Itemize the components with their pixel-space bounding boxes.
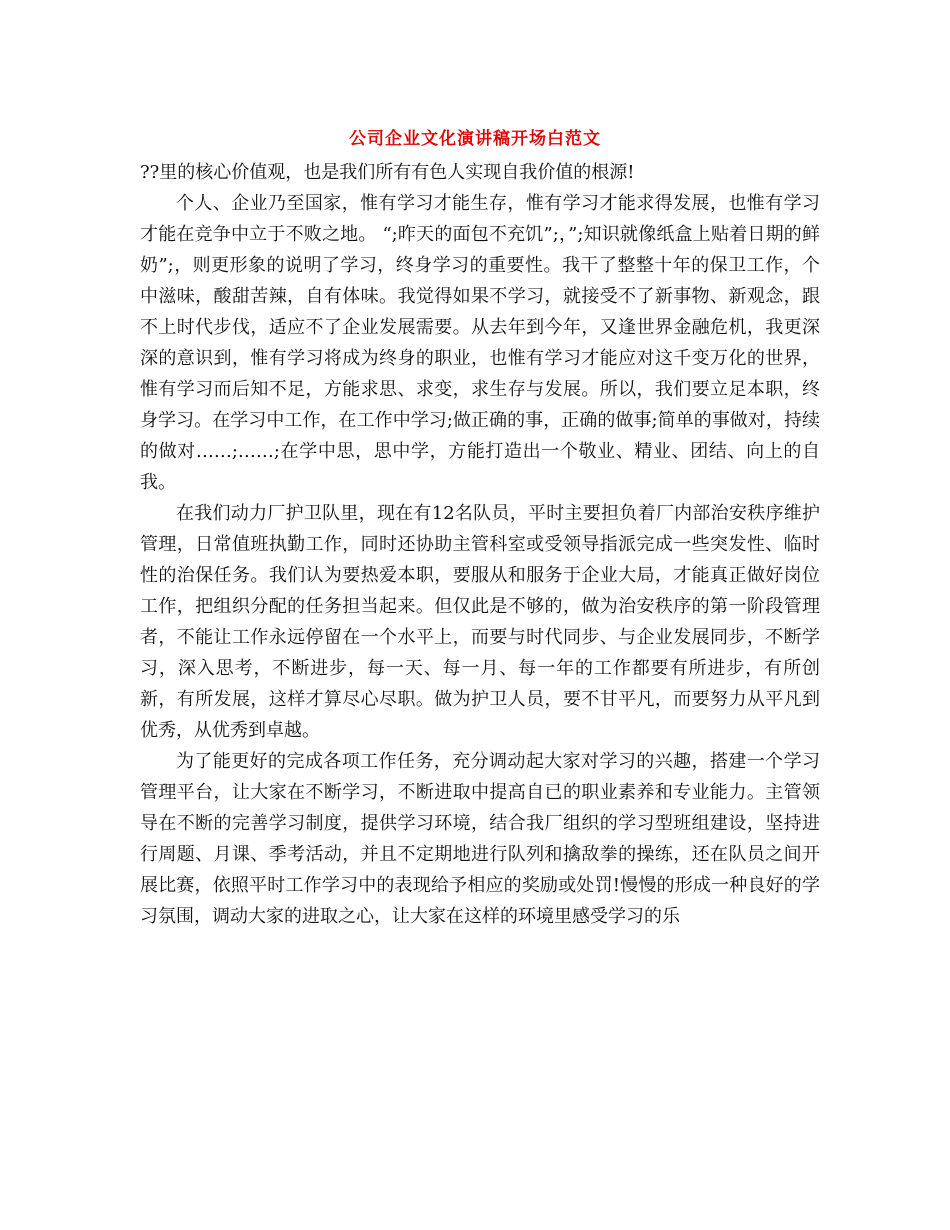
document-body [140,157,820,932]
paragraph-1: ??里的核心价值观，也是我们所有有色人实现自我价值的根源! [140,162,635,183]
paragraph-3: 在我们动力厂护卫队里，现在有12名队员，平时主要担负着厂内部治安秩序维护管理，日常值班执勤工作，同时还协助主管科室或受领导指派完成一些突发性、临时性的治保任务。我们认为要热爱本职，要服从和服务于企业大局，才能真正做好岗位工作，把组织分配的任务担当起来。但仅此是不够的，做为治安秩序的第一阶段管理者，不能让工作永远停留在一个水平上，而要与时代同步、与企业发展同步，不断学习，深入思考，不断进步，每一天、每一月、每一年的工作都要有所进步，有所创新，有所发展，这样才算尽心尽职。做为护卫人员，要不甘平凡，而要努力从平凡到优秀，从优秀到卓越。 [140,503,820,741]
paragraph-4: 为了能更好的完成各项工作任务，充分调动起大家对学习的兴趣，搭建一个学习管理平台，让大家在不断学习，不断进取中提高自已的职业素养和专业能力。主管领导在不断的完善学习制度，提供学习环境，结合我厂组织的学习型班组建设，坚持进行周题、月课、季考活动，并且不定期地进行队列和擒敌拳的操练，还在队员之间开展比赛，依照平时工作学习中的表现给予相应的奖励或处罚!慢慢的形成一种良好的学习氛围，调动大家的进取之心，让大家在这样的环境里感受学习的乐 [140,751,820,927]
document-title: 公司企业文化演讲稿开场白范文 [349,129,601,149]
paragraph-2: 个人、企业乃至国家，惟有学习才能生存，惟有学习才能求得发展，也惟有学习才能在竞争中立于不败之地。 “;昨天的面包不充饥”;，”;知识就像纸盒上贴着日期的鲜奶”;，则更形象的说明了学习，终身学习的重要性。我干了整整十年的保卫工作，个中滋味，酸甜苦辣，自有体味。我觉得如果不学习，就接受不了新事物、新观念，跟不上时代步伐，适应不了企业发展需要。从去年到今年，又逢世界金融危机，我更深深的意识到，惟有学习将成为终身的职业，也惟有学习才能应对这千变万化的世界，惟有学习而后知不足，方能求思、求变，求生存与发展。所以，我们要立足本职，终身学习。在学习中工作，在工作中学习;做正确的事，正确的做事;简单的事做对，持续的做对……;……;在学中思，思中学，方能打造出一个敬业、精业、团结、向上的自我。 [140,193,820,493]
